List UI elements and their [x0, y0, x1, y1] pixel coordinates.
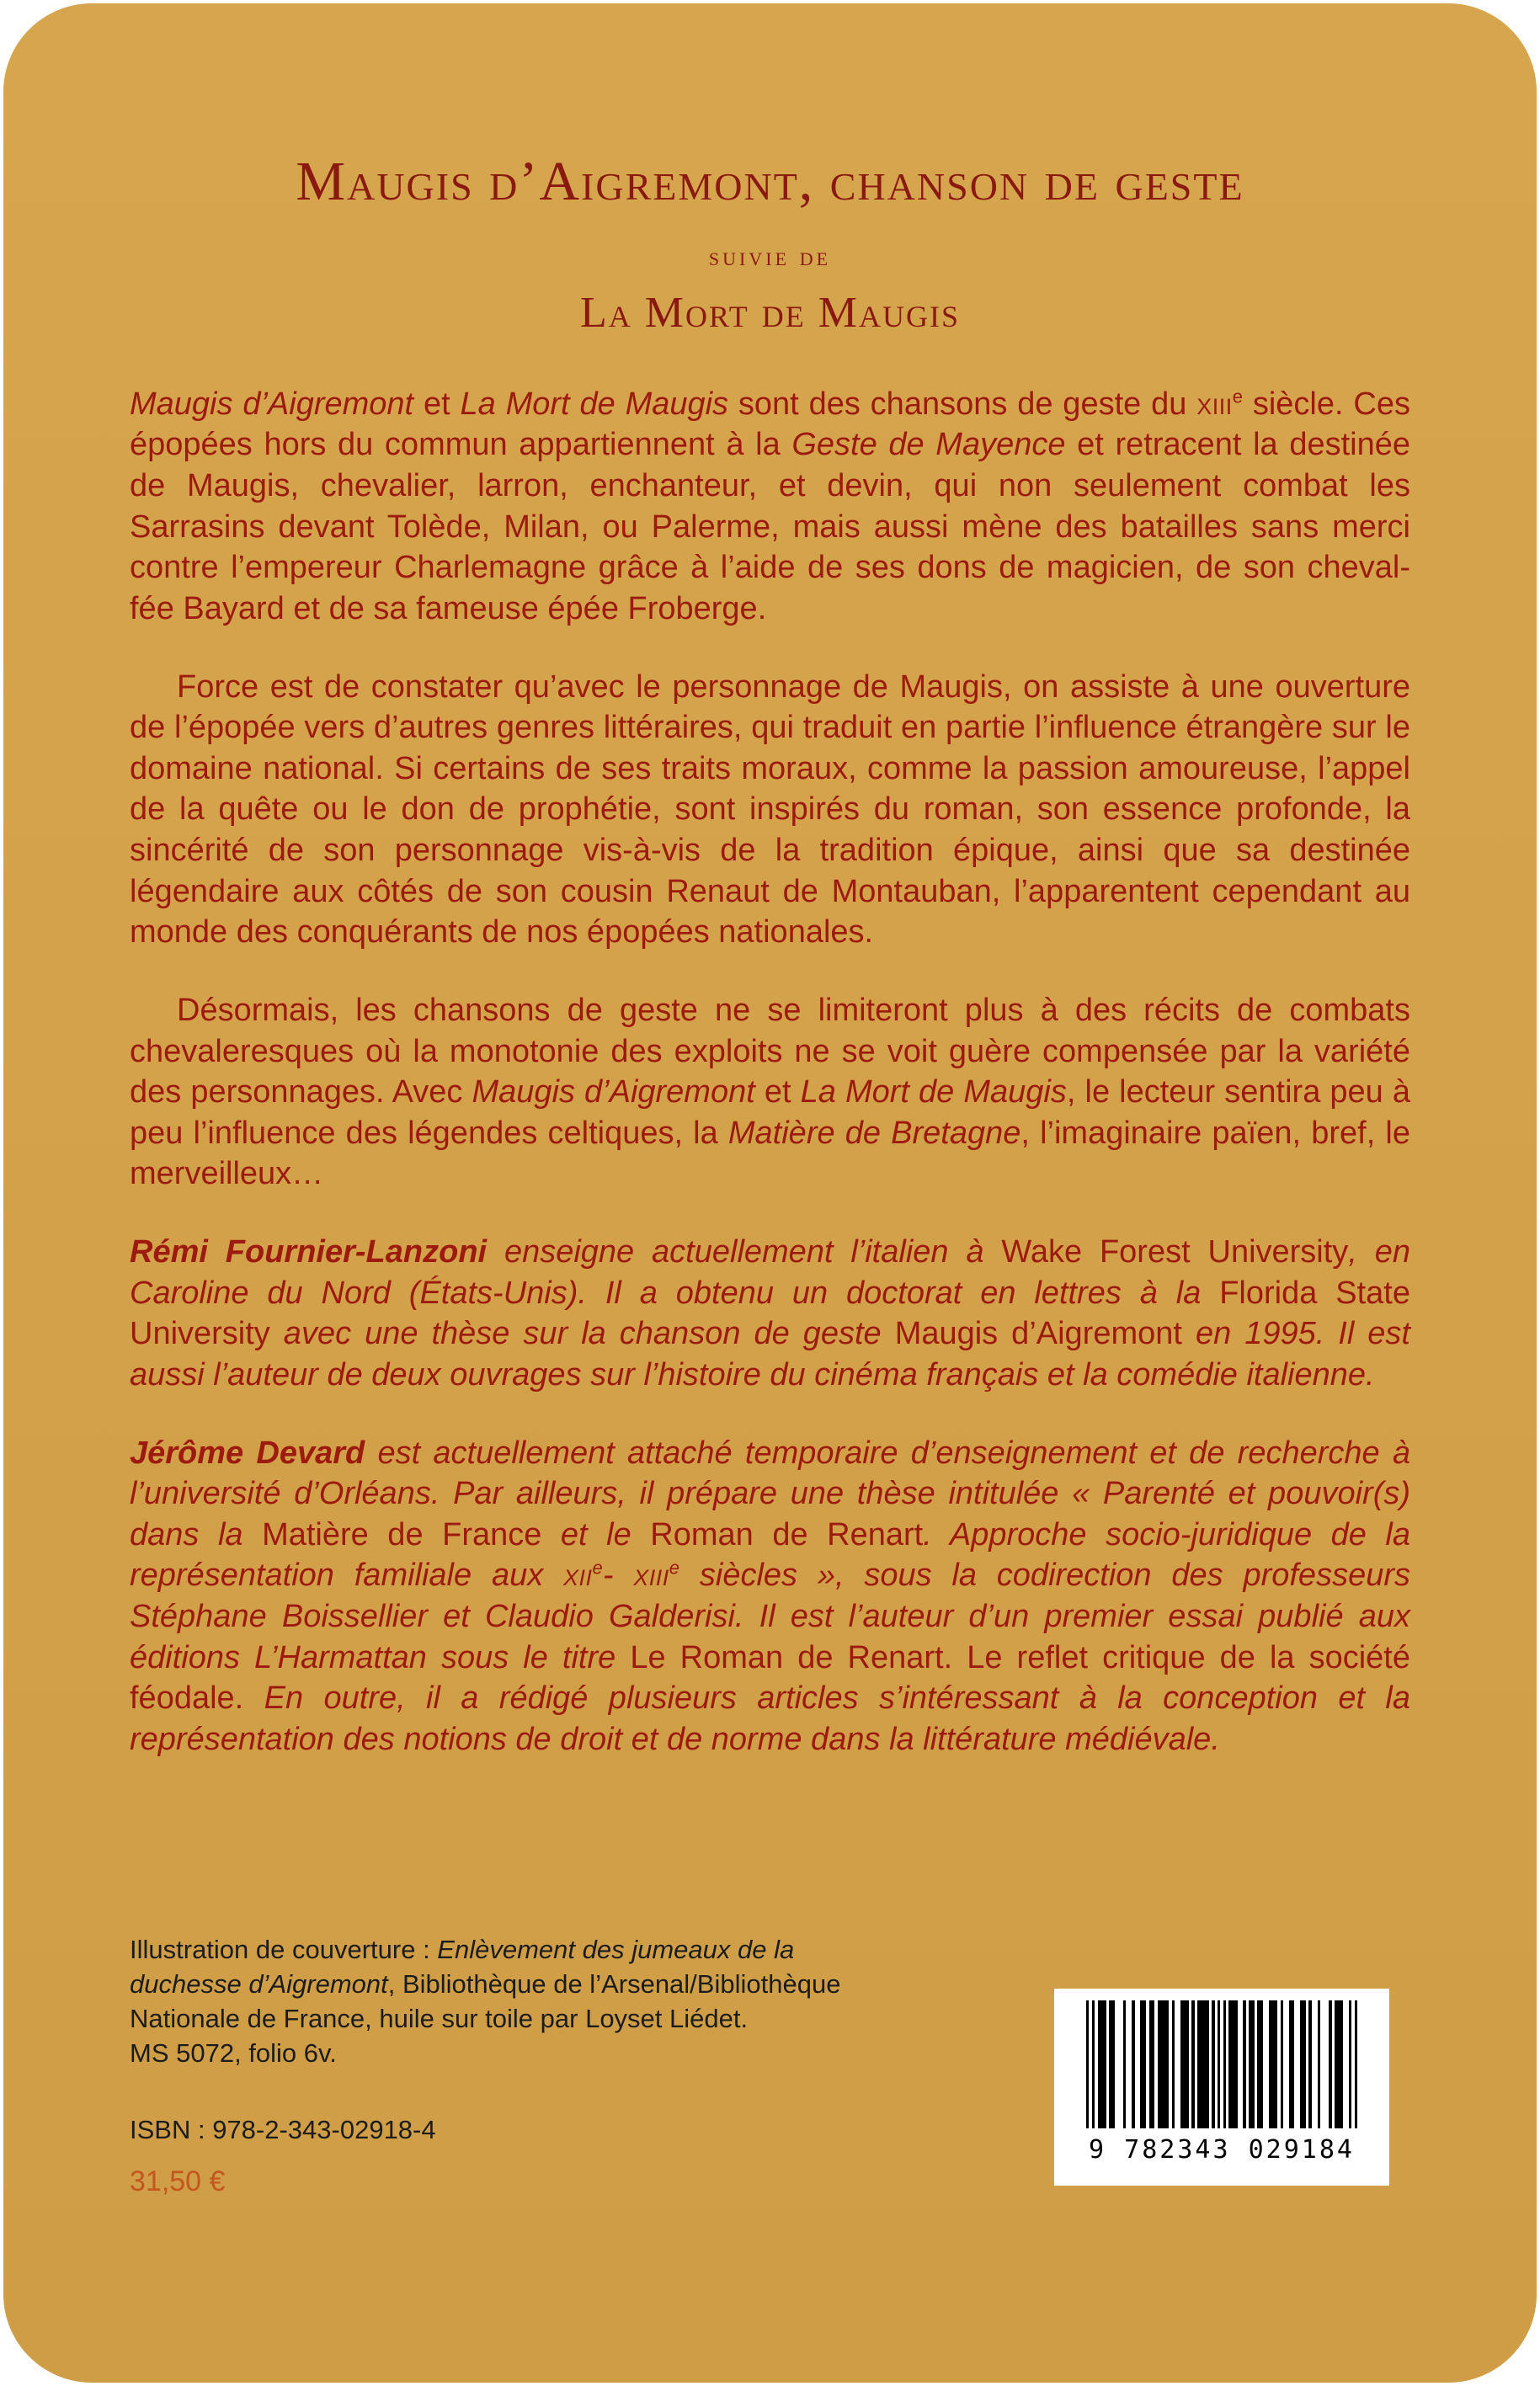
text-segment: , Bibliothèque de l’Arsenal/Bibliothèque: [387, 1968, 841, 1999]
text-segment: Geste de Mayence: [791, 427, 1066, 463]
text-segment: Maugis d’Aigremont: [130, 386, 414, 422]
text-segment: , l’imaginaire païen, bref, le merveilleux…: [130, 1115, 1410, 1192]
barcode-bar: [1355, 2000, 1357, 2128]
text-segment: , le lecteur sentira peu à peu l’influence des légendes celtiques, la: [130, 1074, 1410, 1151]
text-segment: et: [413, 386, 461, 422]
paragraph: [130, 1433, 1410, 1760]
text-segment: Jérôme Devard: [130, 1435, 365, 1471]
text-segment: siècle. Ces épopées hors du commun appartiennent à la: [130, 386, 1410, 463]
text-segment: , en Caroline du Nord (États-Unis). Il a obtenu un doctorat en lettres à la: [130, 1234, 1410, 1311]
text-segment: avec une thèse sur la chanson de geste: [269, 1316, 895, 1352]
text-segment: siècles », sous la codirection des professeurs Stéphane Boissellier et Claudio Galderisi. Il est l’auteur d’un premier essai publié aux éditions L’Harmattan sous le titre: [130, 1558, 1410, 1675]
barcode-bars: [1054, 2000, 1389, 2128]
book-back-cover: [3, 3, 1537, 2383]
text-segment: MS 5072, folio 6v.: [130, 2037, 337, 2068]
price-text: 31,50 €: [130, 2165, 226, 2197]
text-segment: Roman de Renart: [650, 1516, 924, 1552]
title-block: [3, 3, 1537, 337]
text-segment: Le Roman de Renart. Le reflet critique de la société féodale.: [130, 1639, 1410, 1717]
cover-illustration-credit: [130, 1933, 1047, 2071]
barcode-number: 9 782343 029184: [1089, 2135, 1355, 2165]
text-segment: Enlèvement des jumeaux de la: [437, 1935, 795, 1964]
text-segment: Désormais, les chansons de geste ne se limiteront plus à des récits de combats chevaleresques où la monotonie des exploits ne se voit guère compensée par la variété des personnages. Avec: [130, 992, 1410, 1110]
text-segment: sont des chansons de geste du: [728, 386, 1197, 422]
text-segment: xiii: [1196, 386, 1233, 422]
isbn-text: ISBN : 978-2-343-02918-4: [130, 2115, 436, 2144]
text-segment: -: [602, 1558, 634, 1594]
text-segment: duchesse d’Aigremont: [130, 1968, 388, 1999]
credit-line: [130, 2037, 1047, 2071]
text-segment: Florida State University: [130, 1275, 1410, 1352]
text-segment: et le: [541, 1516, 651, 1552]
text-segment: Nationale de France, huile sur toile par Loyset Liédet.: [130, 2003, 749, 2033]
text-segment: Force est de constater qu’avec le personnage de Maugis, on assiste à une ouverture de l’épopée vers d’autres genres littéraires, qui traduit en partie l’influence étrangère sur le domaine national. Si certains de ses traits moraux, comme la passion amoureuse, l’appel de la quête ou le don de prophétie, sont inspirés du roman, son essence profonde, la sincérité de son personnage vis-à-vis de la tradition épique, ainsi que sa destinée légendaire aux côtés de son cousin Renaut de Montauban, l’apparentent cependant au monde des conquérants de nos épopées nationales.: [130, 668, 1410, 951]
text-segment: Wake Forest University: [1001, 1234, 1349, 1270]
text-segment: En outre, il a rédigé plusieurs articles s’intéressant à la conception et la représentation des notions de droit et de norme dans la littérature médiévale.: [130, 1680, 1410, 1757]
text-segment: Rémi Fournier-Lanzoni: [130, 1234, 488, 1270]
text-segment: et retracent la destinée de Maugis, chevalier, larron, enchanteur, et devin, qui non seulement combat les Sarrasins devant Tolède, Milan, ou Palerme, mais aussi mène des batailles sans merci contre l’empereur Charlemagne grâce à l’aide de ses dons de magicien, de son cheval-fée Bayard et de sa fameuse épée Froberge.: [130, 427, 1410, 626]
barcode: [1054, 1989, 1389, 2186]
book-title: Maugis d’Aigremont, chanson de geste: [296, 151, 1244, 212]
book-subtitle: La Mort de Maugis: [579, 288, 961, 337]
text-segment: xii: [563, 1558, 593, 1594]
text-segment: Matière de Bretagne: [727, 1115, 1021, 1151]
text-segment: e: [669, 1557, 680, 1579]
text-segment: est actuellement attaché temporaire d’enseignement et de recherche à l’université d’Orléans. Par ailleurs, il prépare une thèse intitulée « Parenté et pouvoir(s) dans la: [130, 1435, 1410, 1552]
book-subtitle-connector: suivie de: [708, 241, 832, 271]
text-segment: Maugis d’Aigremont: [472, 1074, 755, 1110]
text-segment: . Approche socio-juridique de la représentation familiale aux: [130, 1516, 1411, 1594]
text-segment: e: [592, 1557, 603, 1579]
paragraph: [130, 1232, 1410, 1396]
credit-line: [130, 1933, 1047, 1968]
text-segment: enseigne actuellement l’italien à: [487, 1234, 1002, 1270]
text-segment: Matière de France: [262, 1516, 542, 1552]
text-segment: xiii: [633, 1558, 669, 1594]
paragraph: [130, 384, 1410, 630]
text-segment: La Mort de Maugis: [800, 1074, 1067, 1110]
text-segment: e: [1232, 386, 1244, 407]
text-segment: La Mort de Maugis: [460, 386, 729, 422]
text-segment: Illustration de couverture :: [130, 1935, 438, 1964]
paragraph: [130, 990, 1410, 1195]
synopsis-text: [3, 384, 1537, 1760]
text-segment: Maugis d’Aigremont: [894, 1316, 1182, 1352]
credit-line: [130, 2002, 1047, 2037]
credit-line: [130, 1968, 1047, 2002]
text-segment: en 1995. Il est aussi l’auteur de deux ouvrages sur l’histoire du cinéma français et la comédie italienne.: [130, 1316, 1410, 1393]
paragraph: [130, 667, 1410, 953]
text-segment: et: [754, 1074, 801, 1110]
